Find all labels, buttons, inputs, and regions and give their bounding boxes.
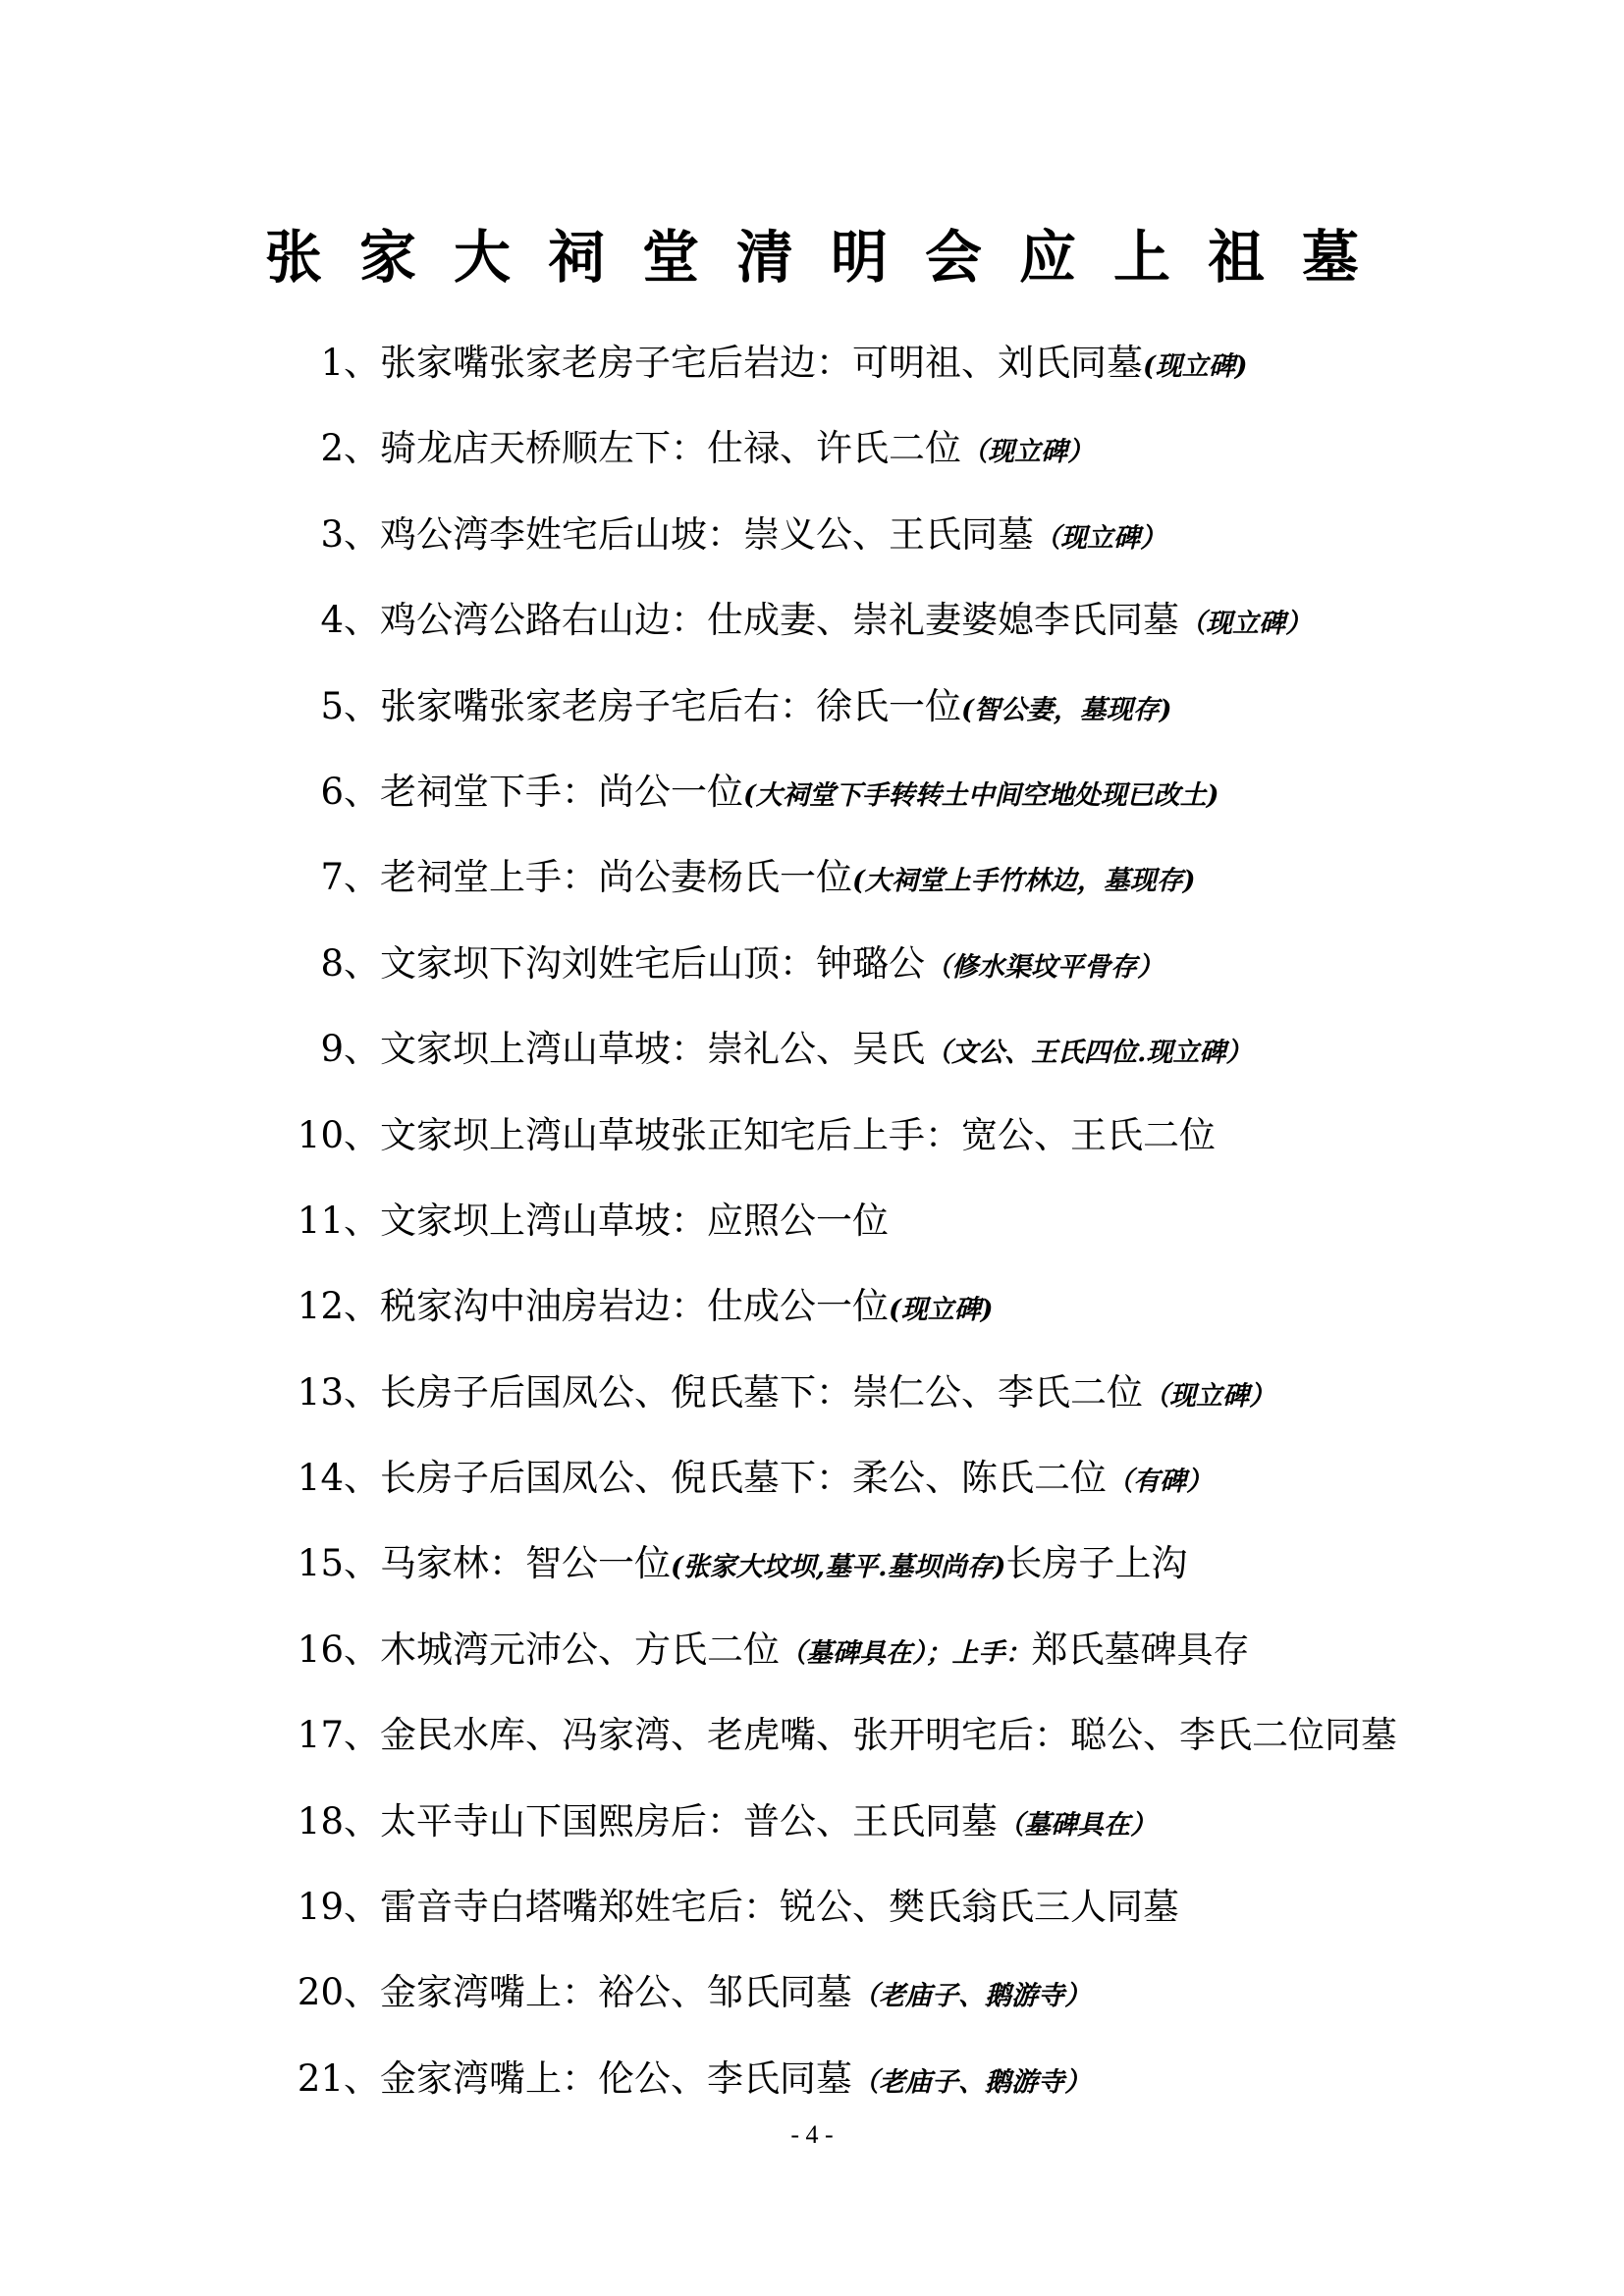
entry-text: 文家坝下沟刘姓宅后山顶：钟璐公: [380, 941, 925, 985]
entry-separator: 、: [344, 1370, 380, 1414]
entry-number: 19: [297, 1886, 344, 1929]
list-item: [265, 1789, 1542, 1874]
entry-separator: 、: [344, 1457, 380, 1500]
entry-separator: 、: [344, 599, 380, 642]
entry-separator: 、: [344, 2056, 380, 2100]
entry-separator: 、: [344, 1542, 380, 1585]
entry-text: 张家嘴张家老房子宅后右：徐氏一位: [380, 684, 961, 727]
entry-number: 17: [297, 1714, 344, 1757]
entry-number: 12: [297, 1285, 344, 1328]
entry-separator: 、: [344, 1285, 380, 1328]
entry-note: (张家大坟坝,墓平.墓坝尚存): [671, 1552, 1006, 1583]
entry-text: 老祠堂上手：尚公妻杨氏一位: [380, 856, 852, 899]
entry-number: 6: [320, 770, 344, 813]
list-item: [265, 330, 1542, 415]
entry-number: 13: [297, 1370, 344, 1414]
entry-note: (大祠堂上手竹林边，墓现存): [852, 866, 1196, 897]
entry-number: 3: [320, 512, 344, 556]
entry-number: 8: [320, 941, 344, 985]
entry-tail: 郑氏墓碑具存: [1031, 1628, 1250, 1671]
entry-text: 骑龙店天桥顺左下：仕禄、许氏二位: [380, 427, 961, 470]
entry-separator: 、: [344, 1628, 380, 1671]
entry-text: 木城湾元沛公、方氏二位: [380, 1628, 780, 1671]
entry-note: （有碑）: [1107, 1467, 1213, 1498]
list-item: [265, 759, 1542, 844]
entry-separator: 、: [344, 1714, 380, 1757]
entry-text: 税家沟中油房岩边：仕成公一位: [380, 1285, 889, 1328]
entry-separator: 、: [344, 1971, 380, 2014]
entry-note: （墓碑具在）: [998, 1809, 1157, 1841]
entry-number: 14: [297, 1457, 344, 1500]
entry-separator: 、: [344, 856, 380, 899]
list-item: [265, 1702, 1542, 1788]
entry-note: （现立碑）: [1179, 609, 1312, 640]
entry-note: (现立碑): [1143, 351, 1248, 382]
list-item: [265, 844, 1542, 930]
entry-text: 张家嘴张家老房子宅后岩边：可明祖、刘氏同墓: [380, 342, 1143, 384]
entry-tail: 长房子上沟: [1005, 1542, 1188, 1585]
entry-note: (大祠堂下手转转土中间空地处现已改土): [743, 779, 1219, 811]
entry-number: 7: [320, 856, 344, 899]
entry-text: 老祠堂下手：尚公一位: [380, 770, 743, 813]
entry-separator: 、: [344, 427, 380, 470]
entry-text: 鸡公湾李姓宅后山坡：崇义公、王氏同墓: [380, 512, 1034, 556]
entry-text: 太平寺山下国熙房后：普公、王氏同墓: [380, 1799, 998, 1842]
list-item: [265, 1188, 1542, 1273]
entry-note: （墓碑具在）；上手：: [780, 1637, 1032, 1669]
list-item: [265, 931, 1542, 1016]
entry-number: 15: [297, 1542, 344, 1585]
entry-number: 20: [297, 1971, 344, 2014]
entry-number: 21: [297, 2056, 344, 2100]
entry-number: 11: [297, 1199, 344, 1242]
page-number: - 4 -: [790, 2120, 834, 2149]
entry-separator: 、: [344, 342, 380, 384]
entry-note: （老庙子、鹅游寺）: [852, 1981, 1091, 2012]
list-item: [265, 1016, 1542, 1101]
entry-separator: 、: [344, 941, 380, 985]
list-item: [265, 1617, 1542, 1702]
entry-separator: 、: [344, 512, 380, 556]
entry-separator: 、: [344, 1886, 380, 1929]
entry-separator: 、: [344, 1113, 380, 1156]
entry-note: （现立碑）: [961, 437, 1094, 468]
entry-text: 金民水库、冯家湾、老虎嘴、张开明宅后：聪公、李氏二位同墓: [380, 1714, 1397, 1757]
entry-text: 文家坝上湾山草坡张正知宅后上手：宽公、王氏二位: [380, 1113, 1216, 1156]
list-item: [265, 1530, 1542, 1616]
entry-separator: 、: [344, 1028, 380, 1071]
list-item: [265, 587, 1542, 672]
entry-number: 2: [320, 427, 344, 470]
entry-number: 18: [297, 1799, 344, 1842]
entry-note: （现立碑）: [1143, 1380, 1275, 1412]
entry-note: (现立碑): [889, 1295, 994, 1326]
list-item: [265, 1273, 1542, 1359]
list-item: [265, 673, 1542, 759]
entry-text: 长房子后国凤公、倪氏墓下：柔公、陈氏二位: [380, 1457, 1107, 1500]
entry-text: 金家湾嘴上：伦公、李氏同墓: [380, 2056, 852, 2100]
list-item: [265, 1959, 1542, 2045]
entry-separator: 、: [344, 1799, 380, 1842]
entry-text: 雷音寺白塔嘴郑姓宅后：锐公、樊氏翁氏三人同墓: [380, 1886, 1179, 1929]
entry-text: 文家坝上湾山草坡：崇礼公、吴氏: [380, 1028, 925, 1071]
list-item: [265, 502, 1542, 587]
entry-text: 鸡公湾公路右山边：仕成妻、崇礼妻婆媳李氏同墓: [380, 599, 1179, 642]
list-item: [265, 415, 1542, 501]
entry-text: 长房子后国凤公、倪氏墓下：崇仁公、李氏二位: [380, 1370, 1143, 1414]
list-item: [265, 1360, 1542, 1445]
entry-note: （文公、王氏四位.现立碑）: [925, 1038, 1253, 1069]
entry-note: (智公妻，墓现存): [961, 694, 1172, 725]
tomb-list: [265, 330, 1542, 2131]
list-item: [265, 1102, 1542, 1188]
entry-number: 9: [320, 1028, 344, 1071]
entry-number: 4: [320, 599, 344, 642]
entry-number: 1: [320, 342, 344, 384]
entry-number: 10: [297, 1113, 344, 1156]
entry-number: 5: [320, 684, 344, 727]
entry-note: （现立碑）: [1034, 522, 1166, 554]
entry-note: （老庙子、鹅游寺）: [852, 2066, 1091, 2098]
entry-text: 文家坝上湾山草坡：应照公一位: [380, 1199, 889, 1242]
entry-text: 金家湾嘴上：裕公、邹氏同墓: [380, 1971, 852, 2014]
list-item: [265, 2046, 1542, 2131]
entry-separator: 、: [344, 1199, 380, 1242]
entry-separator: 、: [344, 770, 380, 813]
entry-number: 16: [297, 1628, 344, 1671]
list-item: [265, 1874, 1542, 1959]
entry-text: 马家林：智公一位: [380, 1542, 671, 1585]
page-title: 张家大祠堂清明会应上祖墓: [264, 224, 1396, 291]
list-item: [265, 1445, 1542, 1530]
entry-separator: 、: [344, 684, 380, 727]
entry-note: （修水渠坟平骨存）: [925, 951, 1164, 983]
